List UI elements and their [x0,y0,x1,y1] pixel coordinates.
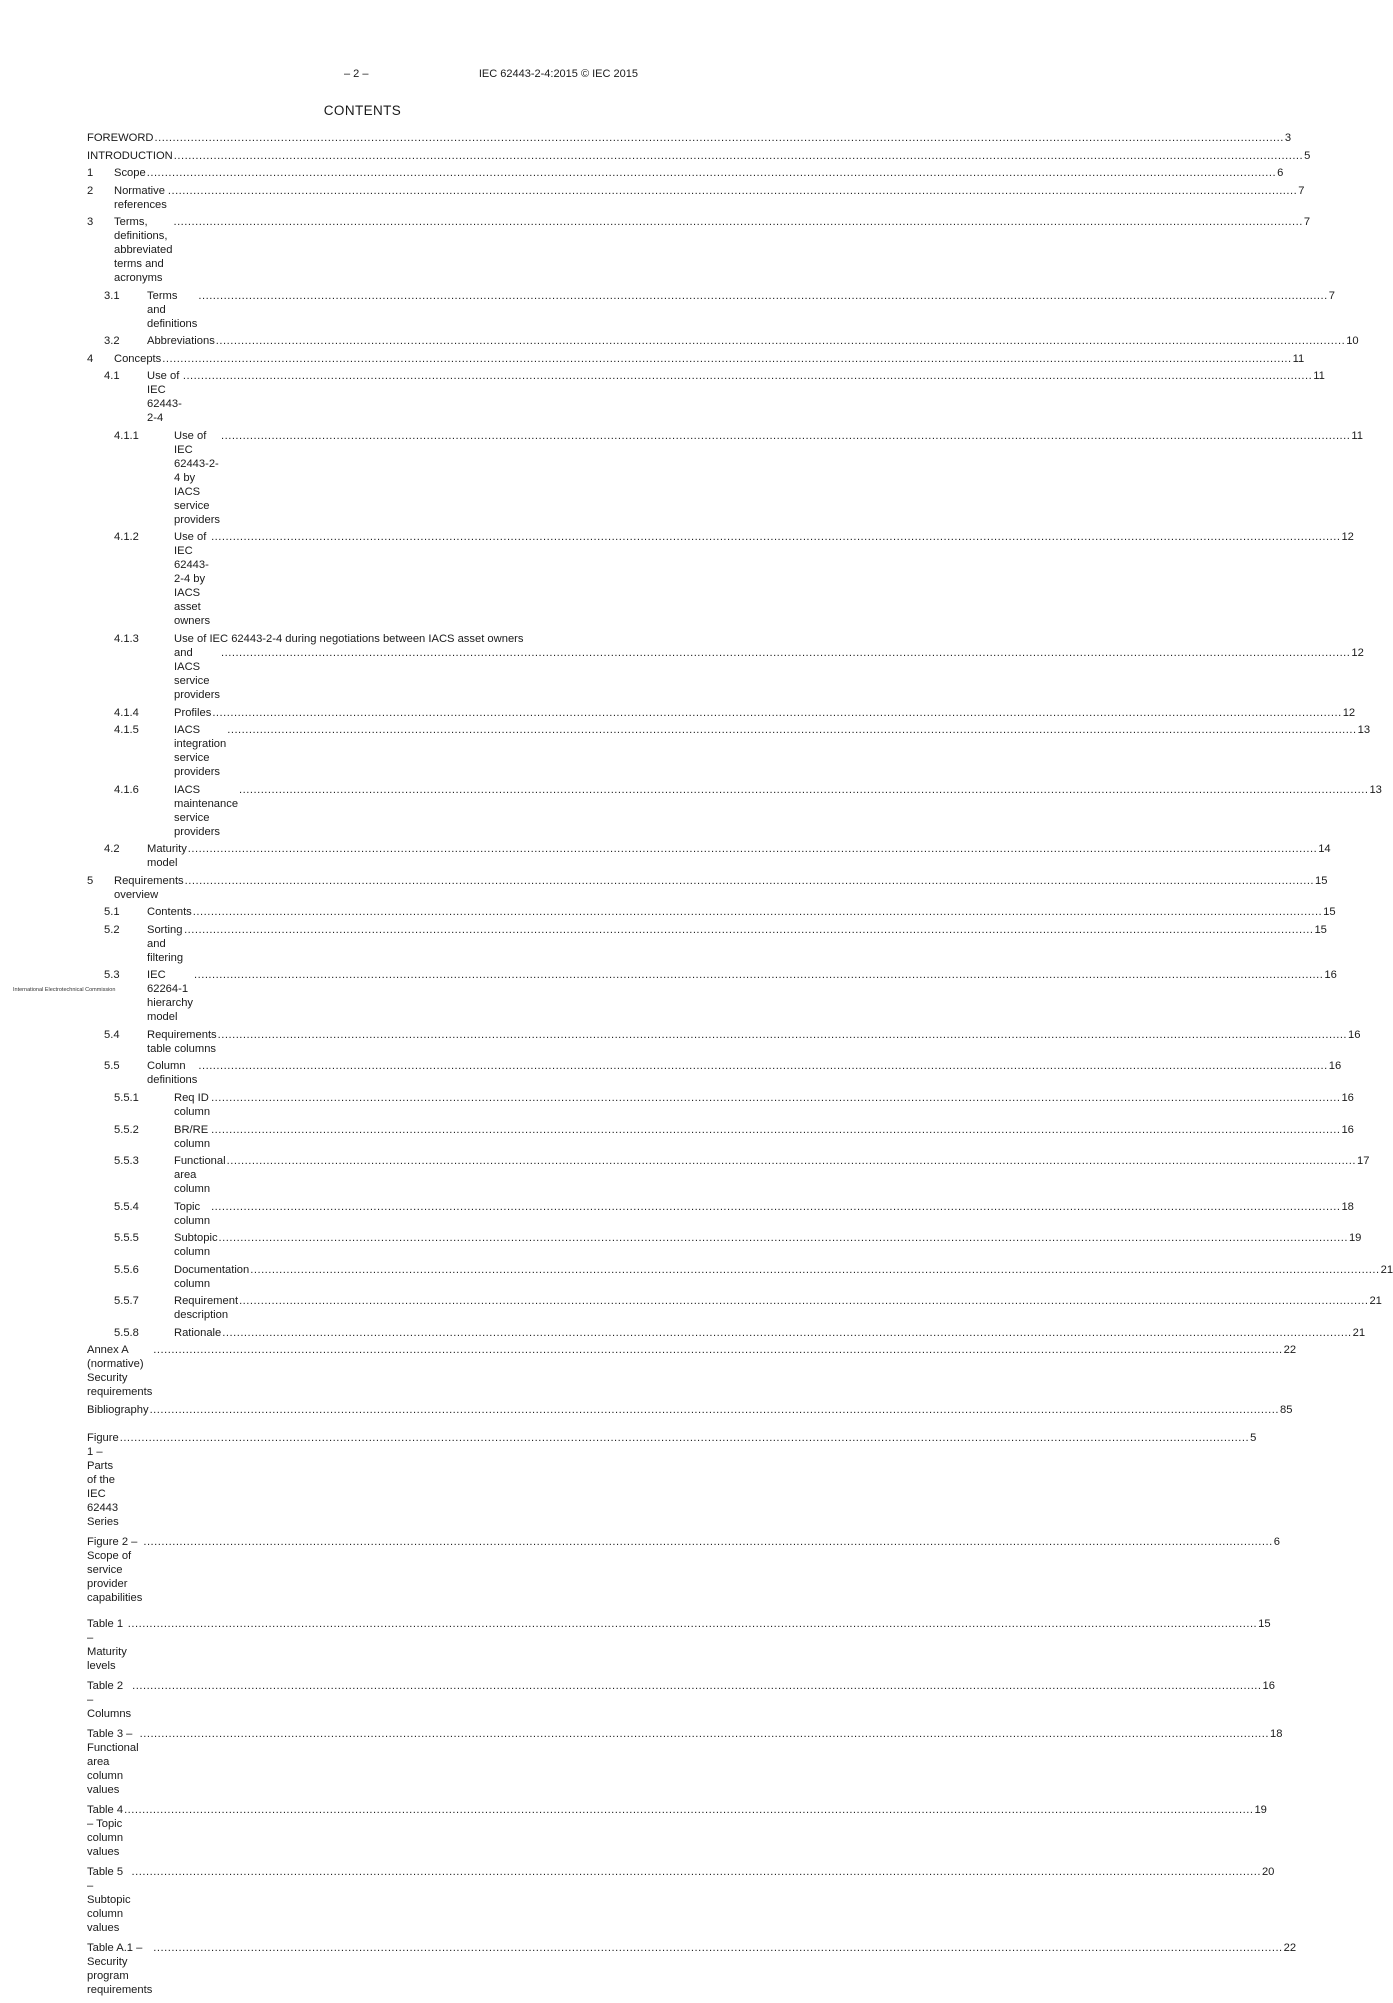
toc-entry[interactable] [87,1263,1393,1291]
table-entry[interactable] [87,1803,1267,1859]
dot-leader [198,1059,1327,1073]
toc-entry-page: 7 [1328,289,1335,302]
toc-entry-number: 4 [87,352,94,365]
dot-leader [250,1263,1379,1277]
table-entry[interactable] [87,1941,1297,1997]
toc-entry[interactable] [87,166,1284,180]
toc-entry-number: 3.1 [104,289,120,302]
toc-entry-page: 12 [1341,531,1354,544]
toc-entry-title: INTRODUCTION [87,149,173,162]
toc-entry-page: 15 [1323,906,1336,919]
toc-entry[interactable] [87,874,1328,902]
table-entry-page: 22 [1283,1941,1297,1954]
toc-entry-number: 4.1.1 [114,429,139,442]
toc-entry-page: 14 [1318,843,1331,856]
toc-entry[interactable] [87,1343,1297,1399]
toc-entry[interactable] [87,1294,1382,1322]
toc-entry-page: 17 [1357,1155,1370,1168]
dot-leader [153,1941,1282,1955]
toc-entry[interactable] [87,369,1325,425]
dot-leader [221,646,1350,660]
toc-entry-page: 15 [1314,923,1327,936]
toc-entry[interactable] [87,1059,1342,1087]
toc-entry-title: Documentation column [174,1263,250,1290]
table-entry-page: 20 [1261,1865,1275,1878]
toc-entry-number: 5.5.4 [114,1200,139,1213]
toc-entry-page: 11 [1292,352,1305,365]
toc-entry-title: Scope [114,167,146,180]
toc-entry[interactable] [87,723,1371,779]
toc-entry-number: 5 [87,874,94,887]
toc-entry-page: 16 [1324,969,1337,982]
toc-entry-title: Normative references [114,184,167,211]
page-number: – 2 – [344,68,369,80]
toc-entry[interactable] [87,1200,1354,1228]
toc-entry-number: 5.5.7 [114,1295,139,1308]
table-of-contents [87,131,1393,2003]
toc-entry-number: 4.1.6 [114,783,139,796]
table-entry-title: Table 3 – Functional area column values [87,1727,139,1796]
standard-id: IEC 62443-2-4:2015 © IEC 2015 [478,68,638,80]
toc-entry-title: Functional area column [174,1155,226,1196]
dot-leader [185,874,1314,888]
dot-leader [132,1865,1261,1879]
toc-entry-page: 7 [1303,216,1311,229]
toc-entry[interactable] [87,352,1305,366]
toc-entry-title: Subtopic column [174,1232,218,1259]
toc-entry[interactable] [87,905,1336,919]
toc-entry[interactable] [87,842,1331,870]
toc-entry[interactable] [87,429,1364,527]
toc-entry[interactable] [87,1123,1354,1151]
toc-entry[interactable] [87,215,1311,285]
toc-entry[interactable] [87,783,1382,839]
toc-entry-page: 12 [1342,706,1356,719]
dot-leader [222,1326,1351,1340]
dot-leader [132,1679,1261,1693]
toc-entry[interactable] [87,923,1327,965]
toc-entry[interactable] [87,334,1359,348]
table-entry-page: 15 [1258,1617,1271,1630]
toc-entry-title: Profiles [174,706,212,719]
toc-entry-title: FOREWORD [87,132,154,144]
toc-entry-number: 5.5.5 [114,1232,139,1245]
toc-entry-title: Req ID column [174,1092,211,1119]
toc-entry[interactable] [87,530,1354,628]
toc-entry[interactable] [87,1403,1293,1417]
toc-entry-number: 5.5.3 [114,1155,139,1168]
toc-entry-title: IEC 62264-1 hierarchy model [147,969,194,1024]
toc-entry-title: Contents [147,906,192,919]
dot-leader [227,723,1356,737]
toc-entry-page: 21 [1380,1263,1393,1276]
toc-entry-title: Maturity model [147,843,187,870]
toc-entry-page: 11 [1313,370,1325,383]
toc-entry-page: 18 [1341,1200,1354,1213]
toc-entry-number: 1 [87,167,94,180]
dot-leader [184,923,1313,937]
toc-entry-title: BR/RE column [174,1123,211,1150]
toc-entry-page: 5 [1304,149,1311,162]
toc-entry[interactable] [87,632,1364,702]
toc-entry-page: 10 [1346,335,1359,348]
dot-leader [219,1231,1348,1245]
dot-leader [143,1535,1272,1549]
toc-entry-page: 19 [1348,1232,1362,1245]
toc-entry[interactable] [87,149,1311,163]
table-entry[interactable] [87,1727,1283,1797]
toc-entry-number: 5.5.2 [114,1123,139,1136]
toc-entry-page: 15 [1315,874,1328,887]
table-entry[interactable] [87,1865,1275,1935]
dot-leader [239,783,1368,797]
dot-leader [216,334,1345,348]
toc-entry-page: 7 [1298,184,1305,197]
toc-entry-page: 21 [1369,1295,1382,1308]
toc-entry-number: 5.4 [104,1028,120,1041]
toc-entry-page: 3 [1284,132,1292,144]
toc-entry[interactable] [87,968,1337,1024]
toc-entry-number: 5.5.1 [114,1092,139,1105]
toc-entry[interactable] [87,1231,1362,1259]
toc-entry-page: 13 [1369,783,1382,796]
dot-leader [155,131,1284,145]
dot-leader [239,1294,1368,1308]
toc-entry-title: Concepts [114,352,162,365]
toc-entry[interactable] [87,1028,1361,1056]
table-entry-title: Table A.1 – Security program requirements [87,1941,153,1996]
toc-entry-page: 16 [1341,1123,1354,1136]
table-entry-title: Table 5 – Subtopic column values [87,1865,131,1934]
toc-entry-title: Use of IEC 62443-2-4 during negotiations between IACS asset owners [174,633,524,646]
dot-leader [227,1154,1356,1168]
dot-leader [188,842,1317,856]
figure-entry-title: Figure 1 – Parts of the IEC 62443 Series [87,1431,119,1528]
toc-entry-page: 12 [1351,647,1364,660]
toc-entry[interactable] [87,1091,1354,1119]
dot-leader [194,968,1323,982]
dot-leader [211,530,1340,544]
toc-entry-number: 4.2 [104,843,120,856]
toc-entry-page: 21 [1352,1326,1366,1339]
toc-entry-number: 3.2 [104,335,120,348]
toc-entry-number: 5.5.8 [114,1326,139,1339]
dot-leader [211,1091,1340,1105]
toc-entry-title: Use of IEC 62443-2-4 [147,370,182,425]
toc-entry-number: 4.1.3 [114,633,139,646]
page-header [87,68,638,84]
dot-leader [168,184,1297,198]
toc-entry-title: Requirements overview [114,874,184,901]
toc-entry[interactable] [87,131,1292,145]
footer-publisher: International Electrotechnical Commission [13,987,116,993]
toc-entry-number: 4.1.5 [114,724,139,737]
toc-entry-title: Requirement description [174,1295,239,1322]
toc-entry-title: Topic column [174,1200,211,1227]
figure-entry-page: 5 [1250,1431,1257,1444]
dot-leader [174,149,1303,163]
toc-entry-page: 22 [1283,1344,1297,1357]
toc-entry-page: 6 [1277,167,1284,180]
figure-entry-page: 6 [1273,1535,1280,1548]
toc-entry-page: 16 [1348,1028,1361,1041]
toc-entry[interactable] [87,706,1356,720]
toc-entry-number: 4.1.4 [114,706,139,719]
toc-entry-page: 16 [1328,1060,1342,1073]
dot-leader [193,905,1322,919]
figure-entry-title: Figure 2 – Scope of service provider capabilities [87,1535,143,1604]
toc-entry-title: Abbreviations [147,335,215,348]
toc-entry-page: 85 [1279,1403,1293,1416]
dot-leader [147,166,1276,180]
toc-entry-title: Terms, definitions, abbreviated terms and acronyms [114,216,173,285]
toc-entry-number: 5.5.6 [114,1263,139,1276]
toc-entry[interactable] [87,1326,1366,1340]
table-entry-title: Table 1 – Maturity levels [87,1617,127,1672]
dot-leader [221,429,1350,443]
dot-leader [140,1727,1269,1741]
dot-leader [198,289,1327,303]
table-entry-page: 19 [1254,1803,1267,1816]
toc-entry[interactable] [87,1154,1370,1196]
toc-entry-number: 5.1 [104,906,120,919]
figure-entry[interactable] [87,1535,1280,1605]
toc-entry-title: Bibliography [87,1403,149,1416]
dot-leader [211,1123,1340,1137]
toc-entry-title: Requirements table columns [147,1028,217,1055]
table-entry-page: 18 [1270,1727,1283,1740]
dot-leader [218,1028,1347,1042]
toc-entry-number: 5.2 [104,923,120,936]
toc-entry-number: 2 [87,184,94,197]
contents-title: CONTENTS [323,103,402,118]
toc-entry-number: 5.3 [104,969,120,982]
toc-entry-title: Terms and definitions [147,289,198,330]
figure-entry[interactable] [87,1431,1257,1529]
toc-entry-title: IACS maintenance service providers [174,783,239,838]
table-entry-title: Table 2 – Columns [87,1679,132,1720]
dot-leader [128,1617,1257,1631]
toc-entry-page: 16 [1341,1092,1354,1105]
dot-leader [120,1431,1249,1445]
toc-entry-title: Use of IEC 62443-2-4 by IACS service providers [174,429,221,526]
toc-entry-title: IACS integration service providers [174,724,227,779]
toc-entry-number: 4.1.2 [114,531,139,544]
toc-entry-title: Use of IEC 62443-2-4 by IACS asset owners [174,531,211,628]
dot-leader [162,352,1291,366]
toc-entry-title: Annex A (normative) Security requirements [87,1344,153,1399]
toc-entry-number: 4.1 [104,370,120,383]
toc-entry-number: 5.5 [104,1060,120,1073]
table-entry-page: 16 [1262,1679,1275,1692]
table-entry[interactable] [87,1617,1271,1673]
toc-entry-page: 11 [1351,429,1364,442]
toc-entry-title: Column definitions [147,1060,198,1087]
toc-entry-title: Rationale [174,1326,222,1339]
dot-leader [124,1803,1253,1817]
toc-entry-page: 13 [1357,724,1371,737]
toc-entry[interactable] [87,184,1305,212]
dot-leader [183,369,1312,383]
dot-leader [150,1403,1279,1417]
table-entry[interactable] [87,1679,1275,1721]
toc-entry-title-continued: and IACS service providers [174,647,221,702]
toc-entry-number: 3 [87,216,94,229]
dot-leader [173,215,1302,229]
table-entry-title: Table 4 – Topic column values [87,1803,124,1858]
toc-entry[interactable] [87,289,1335,331]
dot-leader [153,1343,1282,1357]
dot-leader [212,706,1341,720]
toc-entry-title: Sorting and filtering [147,923,184,964]
dot-leader [211,1200,1340,1214]
